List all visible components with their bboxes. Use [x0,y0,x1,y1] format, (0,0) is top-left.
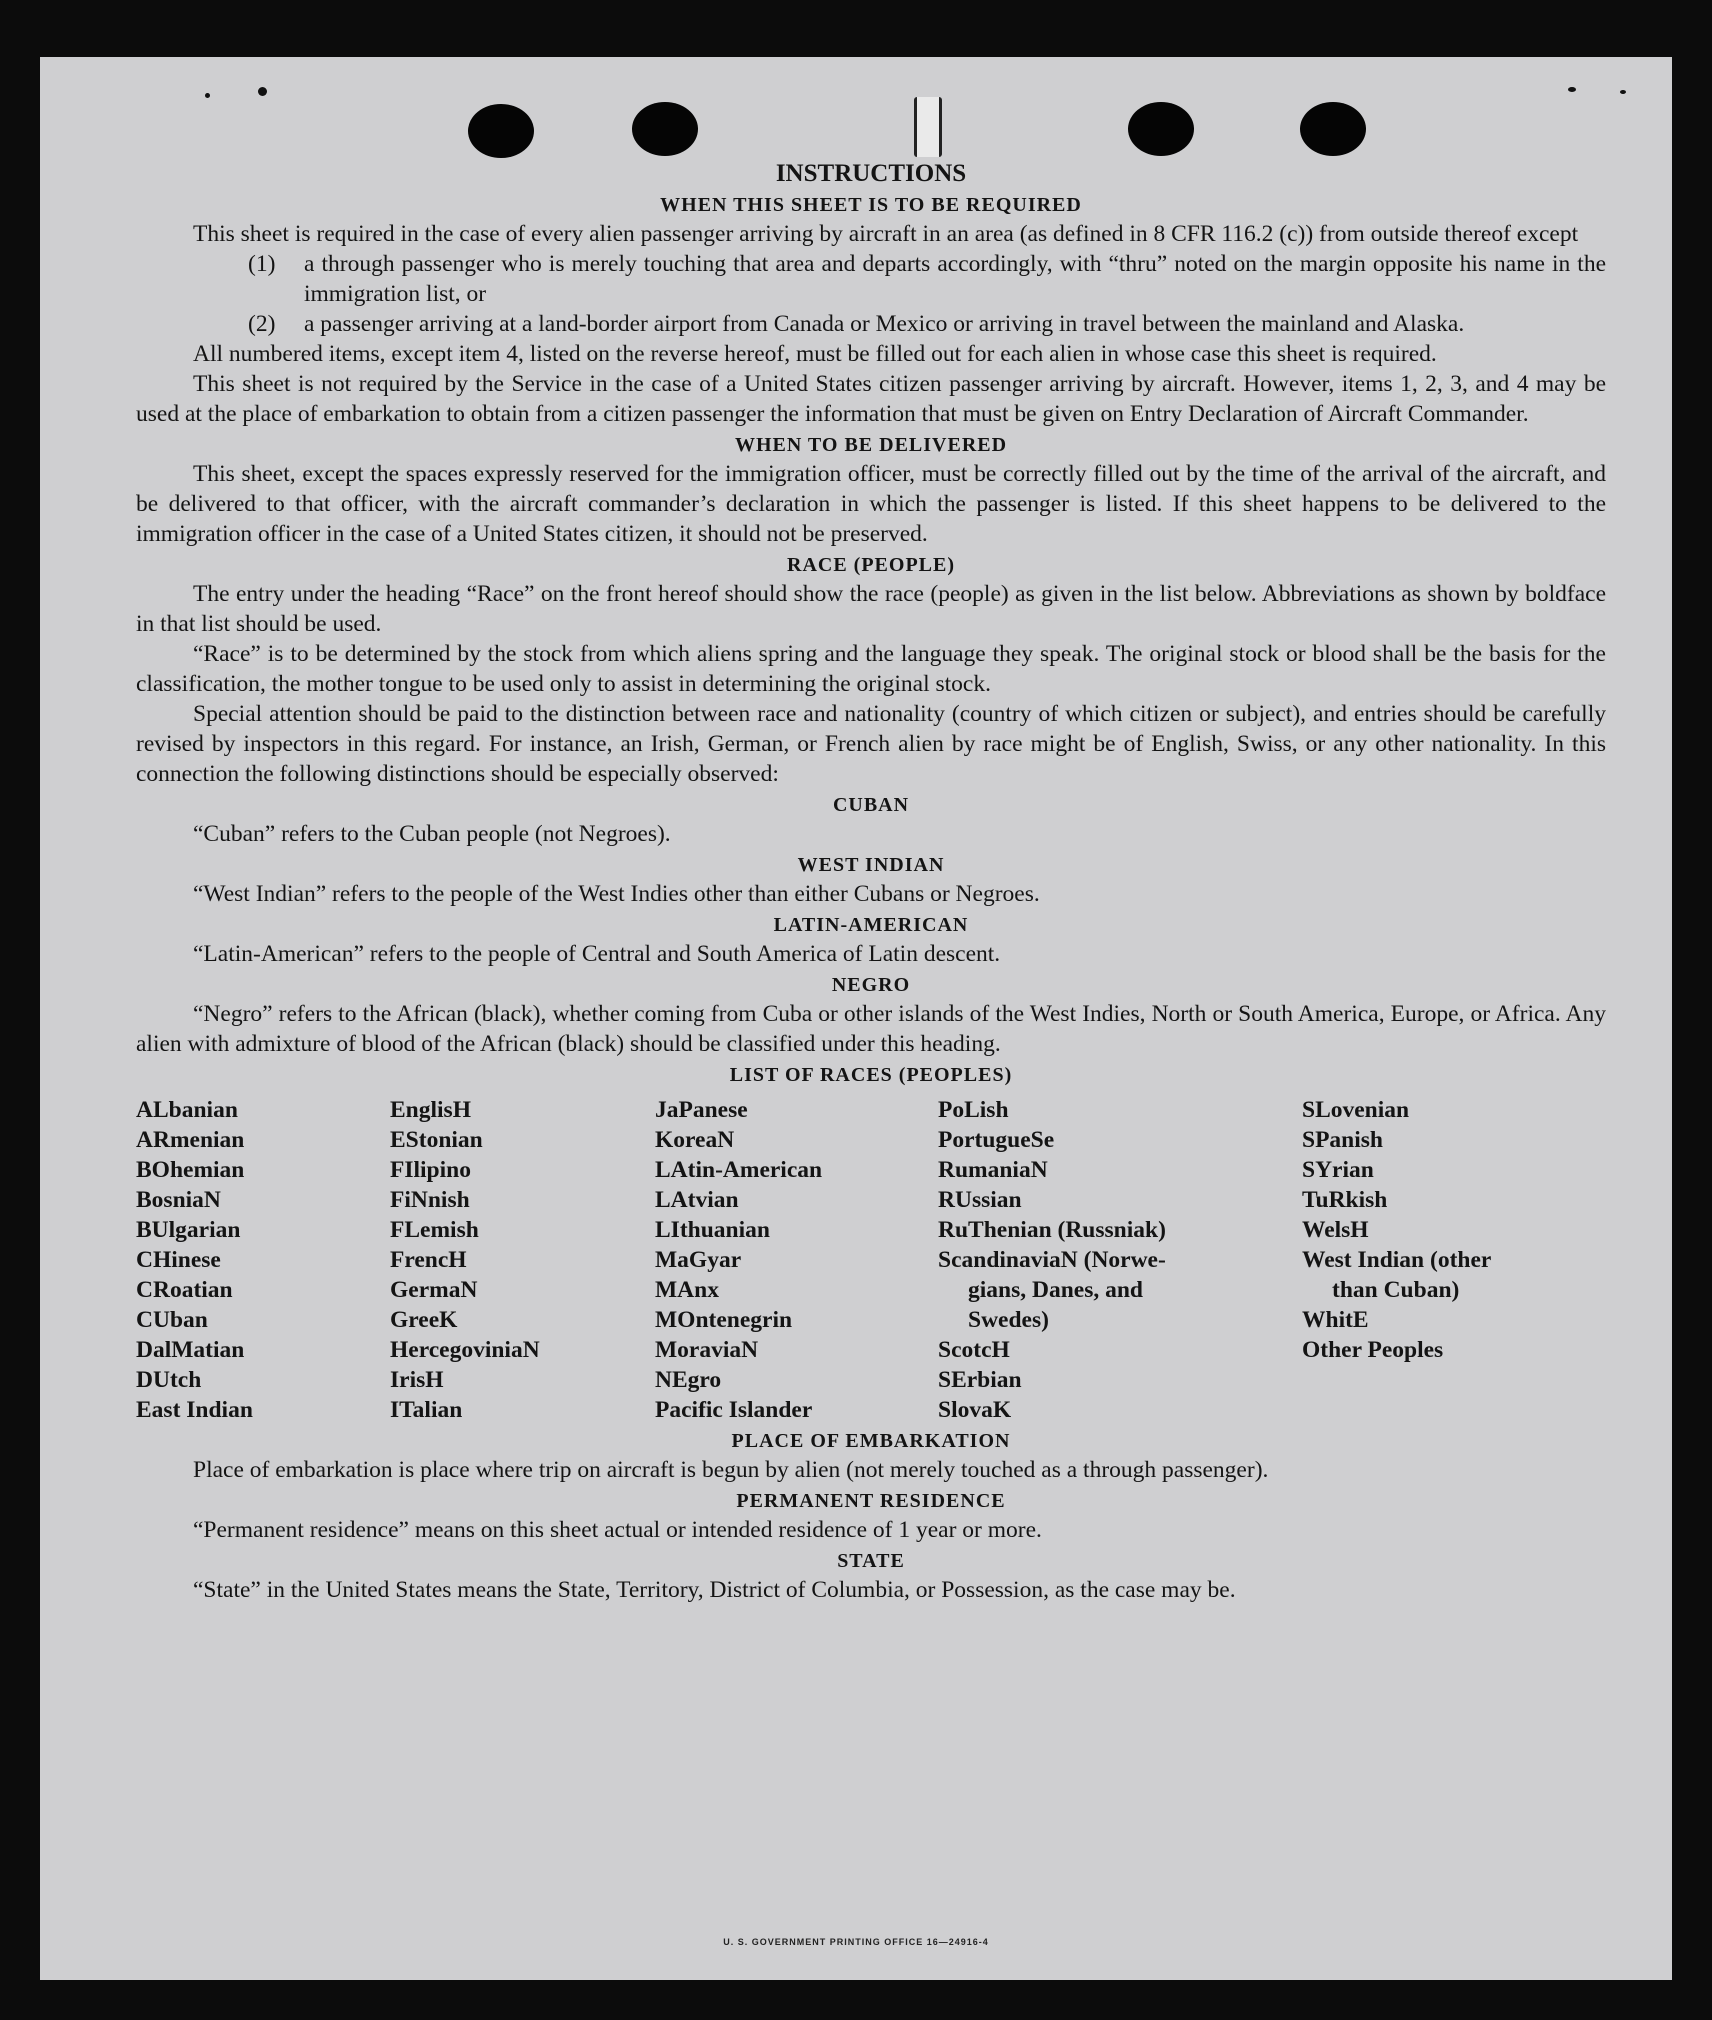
race-entry: CUban [136,1307,208,1333]
race-entry: BUlgarian [136,1217,241,1243]
race-entry: RuThenian (Russniak) [938,1217,1166,1243]
race-entry: ALbanian [136,1097,238,1123]
race-entry: ScandinaviaN (Norwe- [938,1247,1166,1273]
paragraph: “Latin-American” refers to the people of Central and South America of Latin descent. [193,941,1001,967]
race-entry: FiNnish [390,1187,470,1213]
paragraph: “Cuban” refers to the Cuban people (not Negroes). [193,821,671,847]
race-entry: BOhemian [136,1157,245,1183]
race-entry: LAtvian [655,1187,739,1213]
paper-clip [914,97,942,157]
race-entry: gians, Danes, and [968,1277,1143,1303]
paragraph: “West Indian” refers to the people of the West Indies other than either Cubans or Negroes. [193,881,1040,907]
race-entry: WhitE [1302,1307,1369,1333]
paragraph: “Race” is to be determined by the stock from which aliens spring and the language they speak. The original stock or blood shall be the basis for the classification, the mother tongue to be used only to assist in determining the original stock. [136,641,1606,697]
race-entry: DalMatian [136,1337,245,1363]
paragraph: “Permanent residence” means on this sheet actual or intended residence of 1 year or more. [193,1517,1042,1543]
race-entry: TuRkish [1302,1187,1388,1213]
race-entry: PortugueSe [938,1127,1055,1153]
race-entry: SPanish [1302,1127,1383,1153]
race-entry: WelsH [1302,1217,1369,1243]
item-text: a passenger arriving at a land-border airport from Canada or Mexico or arriving in travel between the mainland and Alaska. [304,311,1465,337]
race-entry: Other Peoples [1302,1337,1444,1363]
document-sheet [40,57,1672,1980]
heading-latin-american: LATIN-AMERICAN [773,914,969,936]
speck [258,87,267,96]
race-entry: Pacific Islander [655,1397,813,1423]
race-entry: EnglisH [390,1097,471,1123]
races-column [1302,1095,1602,1425]
heading-list-of-races: LIST OF RACES (PEOPLES) [729,1064,1013,1086]
paragraph: This sheet is not required by the Service in the case of a United States citizen passenger arriving by aircraft. However, items 1, 2, 3, and 4 may be used at the place of embarkation to obtain from a citizen passenger the information that must be given on Entry Declaration of Aircraft Commander. [136,371,1606,427]
race-entry: SYrian [1302,1157,1374,1183]
races-column [136,1095,390,1425]
race-entry: JaPanese [655,1097,748,1123]
printing-office-footer: U. S. GOVERNMENT PRINTING OFFICE 16—24916-4 [723,1937,989,1947]
heading-cuban: CUBAN [832,794,910,816]
heading-negro: NEGRO [831,974,911,996]
speck [1620,90,1626,94]
punch-hole [1128,102,1194,156]
list-item [136,249,1606,309]
race-entry: SErbian [938,1367,1022,1393]
punch-hole [632,102,698,156]
races-column [938,1095,1302,1425]
paragraph: This sheet, except the spaces expressly reserved for the immigration officer, must be correctly filled out by the time of the arrival of the aircraft, and be delivered to that officer, with the aircraft commander’s declaration in which the passenger is listed. If this sheet happens to be delivered to the immigration officer in the case of a United States citizen, it should not be preserved. [136,461,1606,547]
item-number: (2) [248,311,276,337]
race-entry: GreeK [390,1307,458,1333]
speck [1568,87,1576,92]
paragraph: Place of embarkation is place where trip on aircraft is begun by alien (not merely touched as a through passenger). [193,1457,1269,1483]
race-entry: CRoatian [136,1277,233,1303]
race-entry: PoLish [938,1097,1009,1123]
heading-west-indian: WEST INDIAN [797,854,945,876]
race-entry: LAtin-American [655,1157,823,1183]
race-entry: CHinese [136,1247,221,1273]
punch-hole [1300,102,1366,156]
race-entry: RUssian [938,1187,1022,1213]
speck [205,93,210,98]
races-column [655,1095,938,1425]
paragraph: All numbered items, except item 4, listed on the reverse hereof, must be filled out for each alien in whose case this sheet is required. [193,341,1437,367]
heading-when-required: WHEN THIS SHEET IS TO BE REQUIRED [660,194,1082,216]
race-entry: HercegoviniaN [390,1337,540,1363]
page-title: INSTRUCTIONS [775,160,967,187]
paragraph: “State” in the United States means the State, Territory, District of Columbia, or Possession, as the case may be. [193,1577,1236,1603]
race-entry: ITalian [390,1397,463,1423]
race-entry: GermaN [390,1277,478,1303]
races-list [136,1095,1606,1425]
paragraph: Special attention should be paid to the distinction between race and nationality (country of which citizen or subject), and entries should be carefully revised by inspectors in this regard. For instance, an Irish, German, or French alien by race might be of English, Swiss, or any other nationality. In this connection the following distinctions should be especially observed: [136,701,1606,787]
race-entry: SlovaK [938,1397,1012,1423]
race-entry: West Indian (other [1302,1247,1492,1273]
item-number: (1) [248,251,276,277]
heading-permanent-residence: PERMANENT RESIDENCE [736,1490,1006,1512]
race-entry: BosniaN [136,1187,221,1213]
heading-race: RACE (PEOPLE) [787,554,955,576]
race-entry: FIlipino [390,1157,471,1183]
heading-when-delivered: WHEN TO BE DELIVERED [734,434,1008,456]
race-entry: FrencH [390,1247,467,1273]
race-entry: IrisH [390,1367,444,1393]
race-entry: MaGyar [655,1247,742,1273]
race-entry: than Cuban) [1332,1277,1460,1303]
race-entry: FLemish [390,1217,479,1243]
paragraph: “Negro” refers to the African (black), whether coming from Cuba or other islands of the West Indies, North or South America, Europe, or Africa. Any alien with admixture of blood of the African (black) should be classified under this heading. [136,1001,1606,1057]
list-item [136,309,1606,339]
race-entry: MAnx [655,1277,719,1303]
race-entry: MOntenegrin [655,1307,793,1333]
instructions-text [136,159,1606,1605]
race-entry: RumaniaN [938,1157,1048,1183]
race-entry: ScotcH [938,1337,1010,1363]
races-column [390,1095,655,1425]
race-entry: ARmenian [136,1127,245,1153]
item-text: a through passenger who is merely touching that area and departs accordingly, with “thru” noted on the margin opposite his name in the immigration list, or [304,251,1606,307]
heading-state: STATE [837,1550,905,1572]
race-entry: East Indian [136,1397,253,1423]
race-entry: LIthuanian [655,1217,770,1243]
race-entry: DUtch [136,1367,202,1393]
race-entry: NEgro [655,1367,722,1393]
paragraph: The entry under the heading “Race” on the front hereof should show the race (people) as given in the list below. Abbreviations as shown by boldface in that list should be used. [136,581,1606,637]
race-entry: EStonian [390,1127,483,1153]
heading-place-of-embarkation: PLACE OF EMBARKATION [731,1430,1011,1452]
race-entry: MoraviaN [655,1337,759,1363]
race-entry: SLovenian [1302,1097,1410,1123]
race-entry: KoreaN [655,1127,735,1153]
paragraph: This sheet is required in the case of every alien passenger arriving by aircraft in an area (as defined in 8 CFR 116.2 (c)) from outside thereof except [193,221,1579,247]
race-entry: Swedes) [968,1307,1049,1333]
punch-hole [468,104,534,158]
